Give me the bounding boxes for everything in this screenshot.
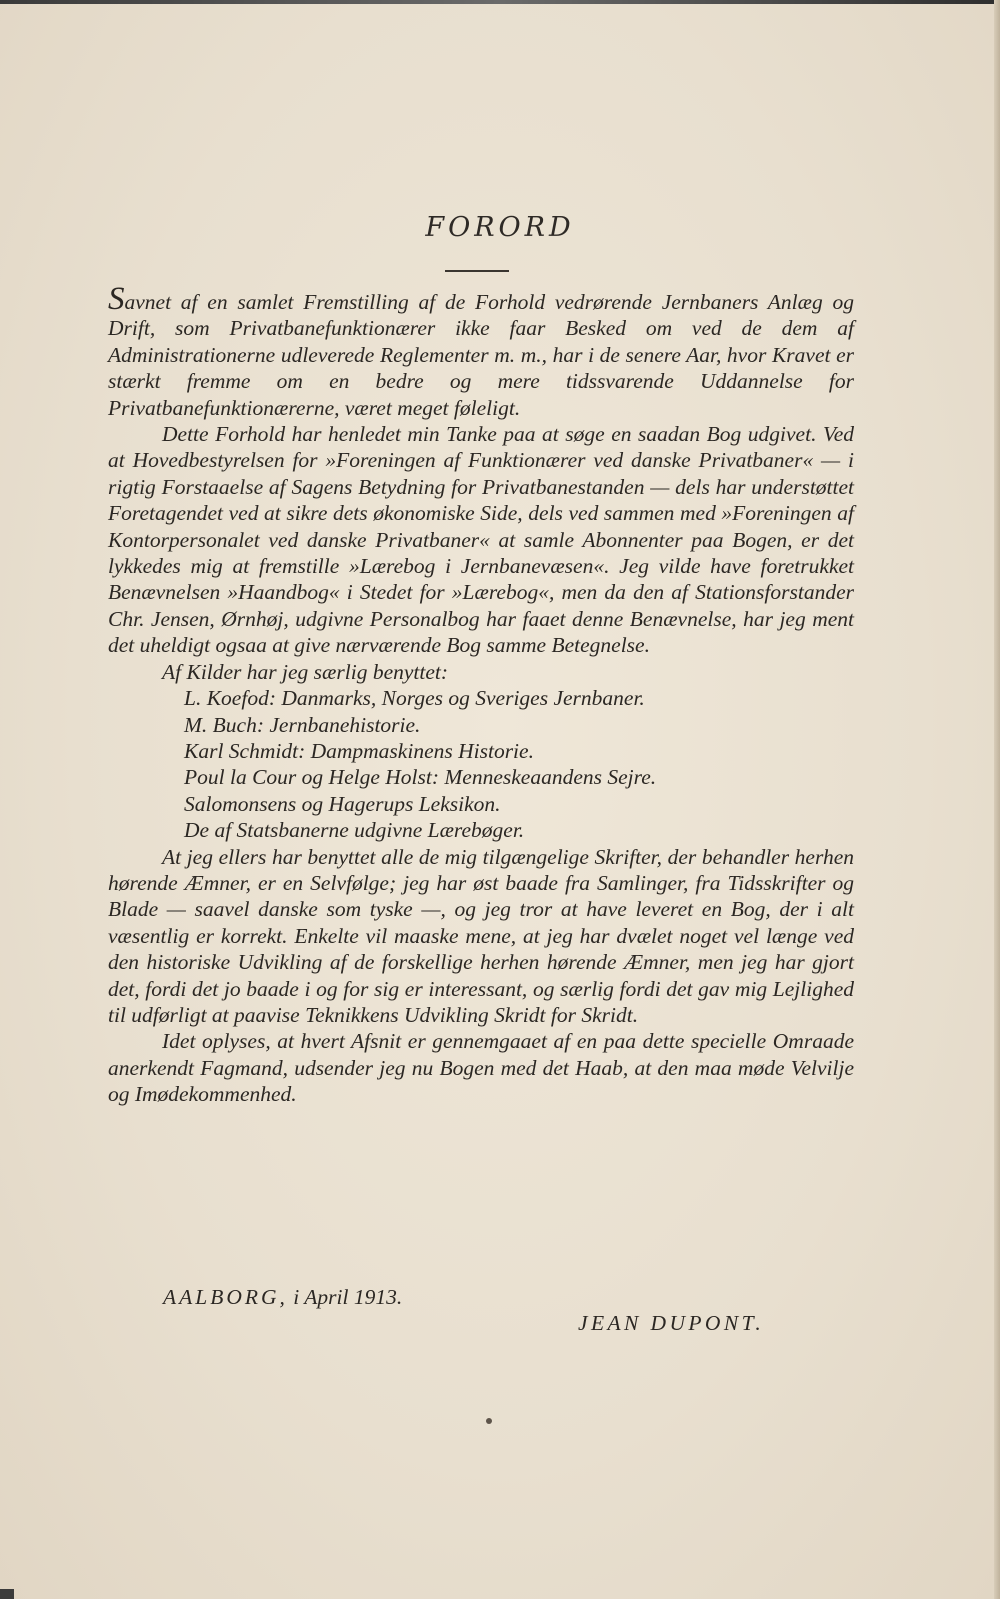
source-item: L. Koefod: Danmarks, Norges og Sveriges Jernbaner. (184, 686, 645, 711)
source-item: Salomonsens og Hagerups Leksikon. (184, 791, 501, 816)
corner-mark (0, 1589, 14, 1599)
title-divider (445, 270, 509, 272)
drop-cap: S (108, 281, 125, 317)
place: AALBORG, (163, 1285, 288, 1309)
signature: JEAN DUPONT. (578, 1311, 765, 1335)
source-item: Poul la Cour og Helge Holst: Menneskeaandens Sejre. (184, 765, 657, 790)
paragraph-4: At jeg ellers har benyttet alle de mig tilgængelige Skrifter, der behandler herhen hørende Æmner, er en Selvfølge; jeg har øst baade fra Samlinger, fra Tidsskrifter og Blade — saavel danske som tyske —, og jeg tror at have leveret en Bog, der i alt væsentlig er korrekt. Enkelte vil maaske mene, at jeg har dvælet noget vel længe ved den historiske Udvikling af de forskellige herhen hørende Æmner, men jeg har gjort det, fordi det jo baade i og for sig er interessant, og særlig fordi det gav mig Lejlighed til udførligt at paavise Teknikkens Udvikling Skridt for Skridt. (108, 844, 854, 1027)
source-item: Karl Schmidt: Dampmaskinens Historie. (184, 738, 534, 763)
preface-body (108, 281, 854, 1108)
paragraph-3: Af Kilder har jeg særlig benyttet: (162, 659, 449, 684)
paragraph-5: Idet oplyses, at hvert Afsnit er gennemgaaet af en paa dette specielle Omraade anerkendt Fagmand, udsender jeg nu Bogen med det Haab, at den maa møde Velvilje og Imødekommenhed. (108, 1029, 854, 1107)
source-item: De af Statsbanerne udgivne Lærebøger. (184, 818, 525, 843)
sources-list (108, 685, 854, 843)
paragraph-1 (108, 281, 854, 421)
page-speck (486, 1418, 492, 1424)
page-top-edge (0, 0, 1000, 4)
place-date (163, 1285, 402, 1310)
page-title: FORORD (425, 212, 575, 243)
date: i April 1913. (293, 1285, 403, 1309)
paragraph-1-text: avnet af en samlet Fremstilling af de Forhold vedrørende Jernbaners Anlæg og Drift, som Privatbanefunktionærer ikke faar Besked om ved de dem af Administrationerne udleverede Reglementer m. m., har i de senere Aar, hvor Kravet er stærkt fremme om en bedre og mere tidssvarende Uddannelse for Privatbanefunktionærerne, været meget føleligt. (108, 290, 854, 420)
paragraph-2: Dette Forhold har henledet min Tanke paa at søge en saadan Bog udgivet. Ved at Hovedbestyrelsen for »Foreningen af Funktionærer ved danske Privatbaner« — i rigtig Forstaaelse af Sagens Betydning for Privatbanestanden — dels har understøttet Foretagendet ved at sikre dets økonomiske Side, dels ved sammen med »Foreningen af Kontorpersonalet ved danske Privatbaner« at samle Abonnenter paa Bogen, er det lykkedes mig at fremstille »Lærebog i Jernbanevæsen«. Jeg vilde have foretrukket Benævnelsen »Haandbog« i Stedet for »Lærebog«, men da den af Stationsforstander Chr. Jensen, Ørnhøj, udgivne Personalbog har faaet denne Benævnelse, har jeg ment det uheldigt ogsaa at give nærværende Bog samme Betegnelse. (108, 422, 854, 658)
source-item: M. Buch: Jernbanehistorie. (184, 712, 421, 737)
